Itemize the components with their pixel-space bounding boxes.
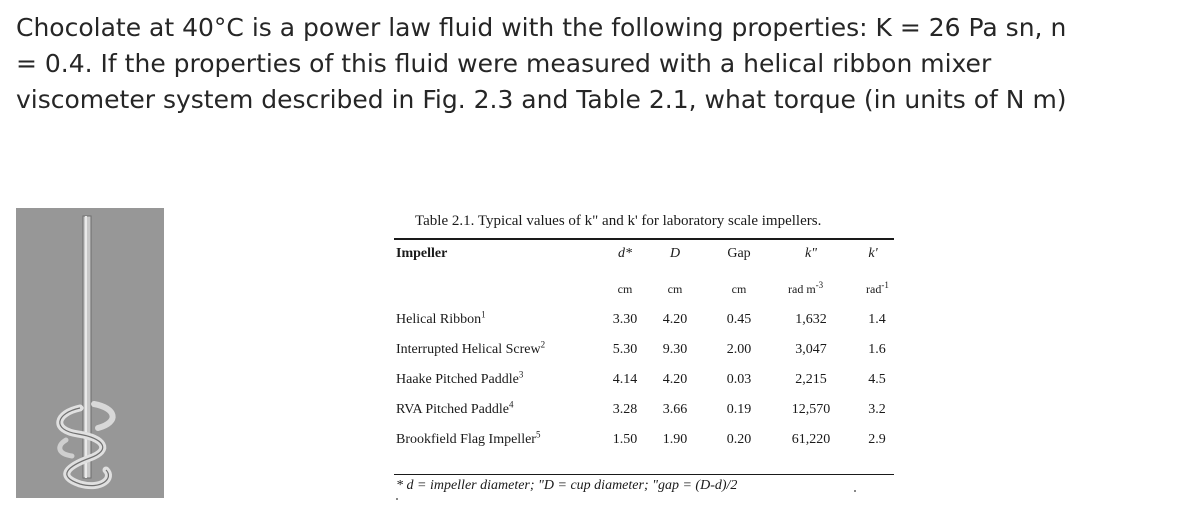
header-D: D: [669, 246, 681, 261]
row-gap: 0.19: [726, 402, 752, 417]
row-D: 9.30: [662, 342, 688, 357]
row-k-prime: 3.2: [868, 402, 886, 417]
row-d: 5.30: [612, 342, 638, 357]
table-top-rule: [394, 238, 894, 240]
row-D: 1.90: [662, 432, 688, 447]
row-k-double-prime: 1,632: [795, 312, 827, 327]
unit-gap: cm: [731, 282, 747, 296]
row-k-double-prime: 12,570: [791, 402, 831, 417]
row-D: 4.20: [662, 312, 688, 327]
unit-d: cm: [617, 282, 633, 296]
row-impeller-name: RVA Pitched Paddle$^4$: [396, 399, 514, 417]
row-k-prime: 2.9: [868, 432, 886, 447]
row-k-prime: 4.5: [868, 372, 886, 387]
row-D: 3.66: [662, 402, 688, 417]
row-k-double-prime: 61,220: [791, 432, 831, 447]
row-impeller-name: Helical Ribbon$^1$: [396, 309, 486, 327]
question-line-3: viscometer system described in Fig. 2.3 and Table 2.1, what torque (in units of N m): [16, 85, 1067, 114]
row-D: 4.20: [662, 372, 688, 387]
row-gap: 0.45: [726, 312, 752, 327]
row-k-prime: 1.4: [868, 312, 886, 327]
header-k-prime: k': [868, 246, 878, 261]
table-footnote: * d = impeller diameter; "D = cup diameter; "gap = (D-d)/2: [396, 478, 738, 493]
scan-speck: [854, 490, 856, 492]
row-impeller-name: Brookfield Flag Impeller$^5$: [396, 429, 541, 447]
row-d: 4.14: [612, 372, 638, 387]
header-d: d*: [618, 246, 632, 261]
row-impeller-name: Haake Pitched Paddle$^3$: [396, 369, 524, 387]
question-text: [16, 10, 1136, 118]
helical-ribbon-impeller-photo: [16, 208, 164, 498]
scan-speck: [396, 498, 398, 500]
row-gap: 0.03: [726, 372, 752, 387]
row-k-double-prime: 3,047: [795, 342, 827, 357]
header-k-double-prime: k": [804, 246, 818, 261]
table-bottom-rule: [394, 474, 894, 475]
header-gap: Gap: [727, 246, 751, 261]
row-k-double-prime: 2,215: [795, 372, 827, 387]
row-d: 3.30: [612, 312, 638, 327]
row-gap: 0.20: [726, 432, 752, 447]
row-gap: 2.00: [726, 342, 752, 357]
row-impeller-name: Interrupted Helical Screw$^2$: [396, 339, 546, 357]
row-d: 1.50: [612, 432, 638, 447]
helical-ribbon-impeller-icon: [16, 208, 164, 498]
unit-k-double-prime: rad $m^{-3}$: [788, 280, 824, 296]
unit-k-prime: rad$^{-1}$: [866, 280, 889, 296]
header-impeller: Impeller: [396, 246, 448, 261]
question-line-1: Chocolate at 40°C is a power law fluid with the following properties: K = 26 Pa sn, n: [16, 13, 1067, 42]
unit-D: cm: [667, 282, 683, 296]
question-line-2: = 0.4. If the properties of this fluid were measured with a helical ribbon mixer: [16, 49, 992, 78]
row-d: 3.28: [612, 402, 638, 417]
table-2-1: [388, 208, 908, 508]
row-k-prime: 1.6: [868, 342, 886, 357]
table-caption: Table 2.1. Typical values of k" and k' for laboratory scale impellers.: [415, 213, 822, 229]
